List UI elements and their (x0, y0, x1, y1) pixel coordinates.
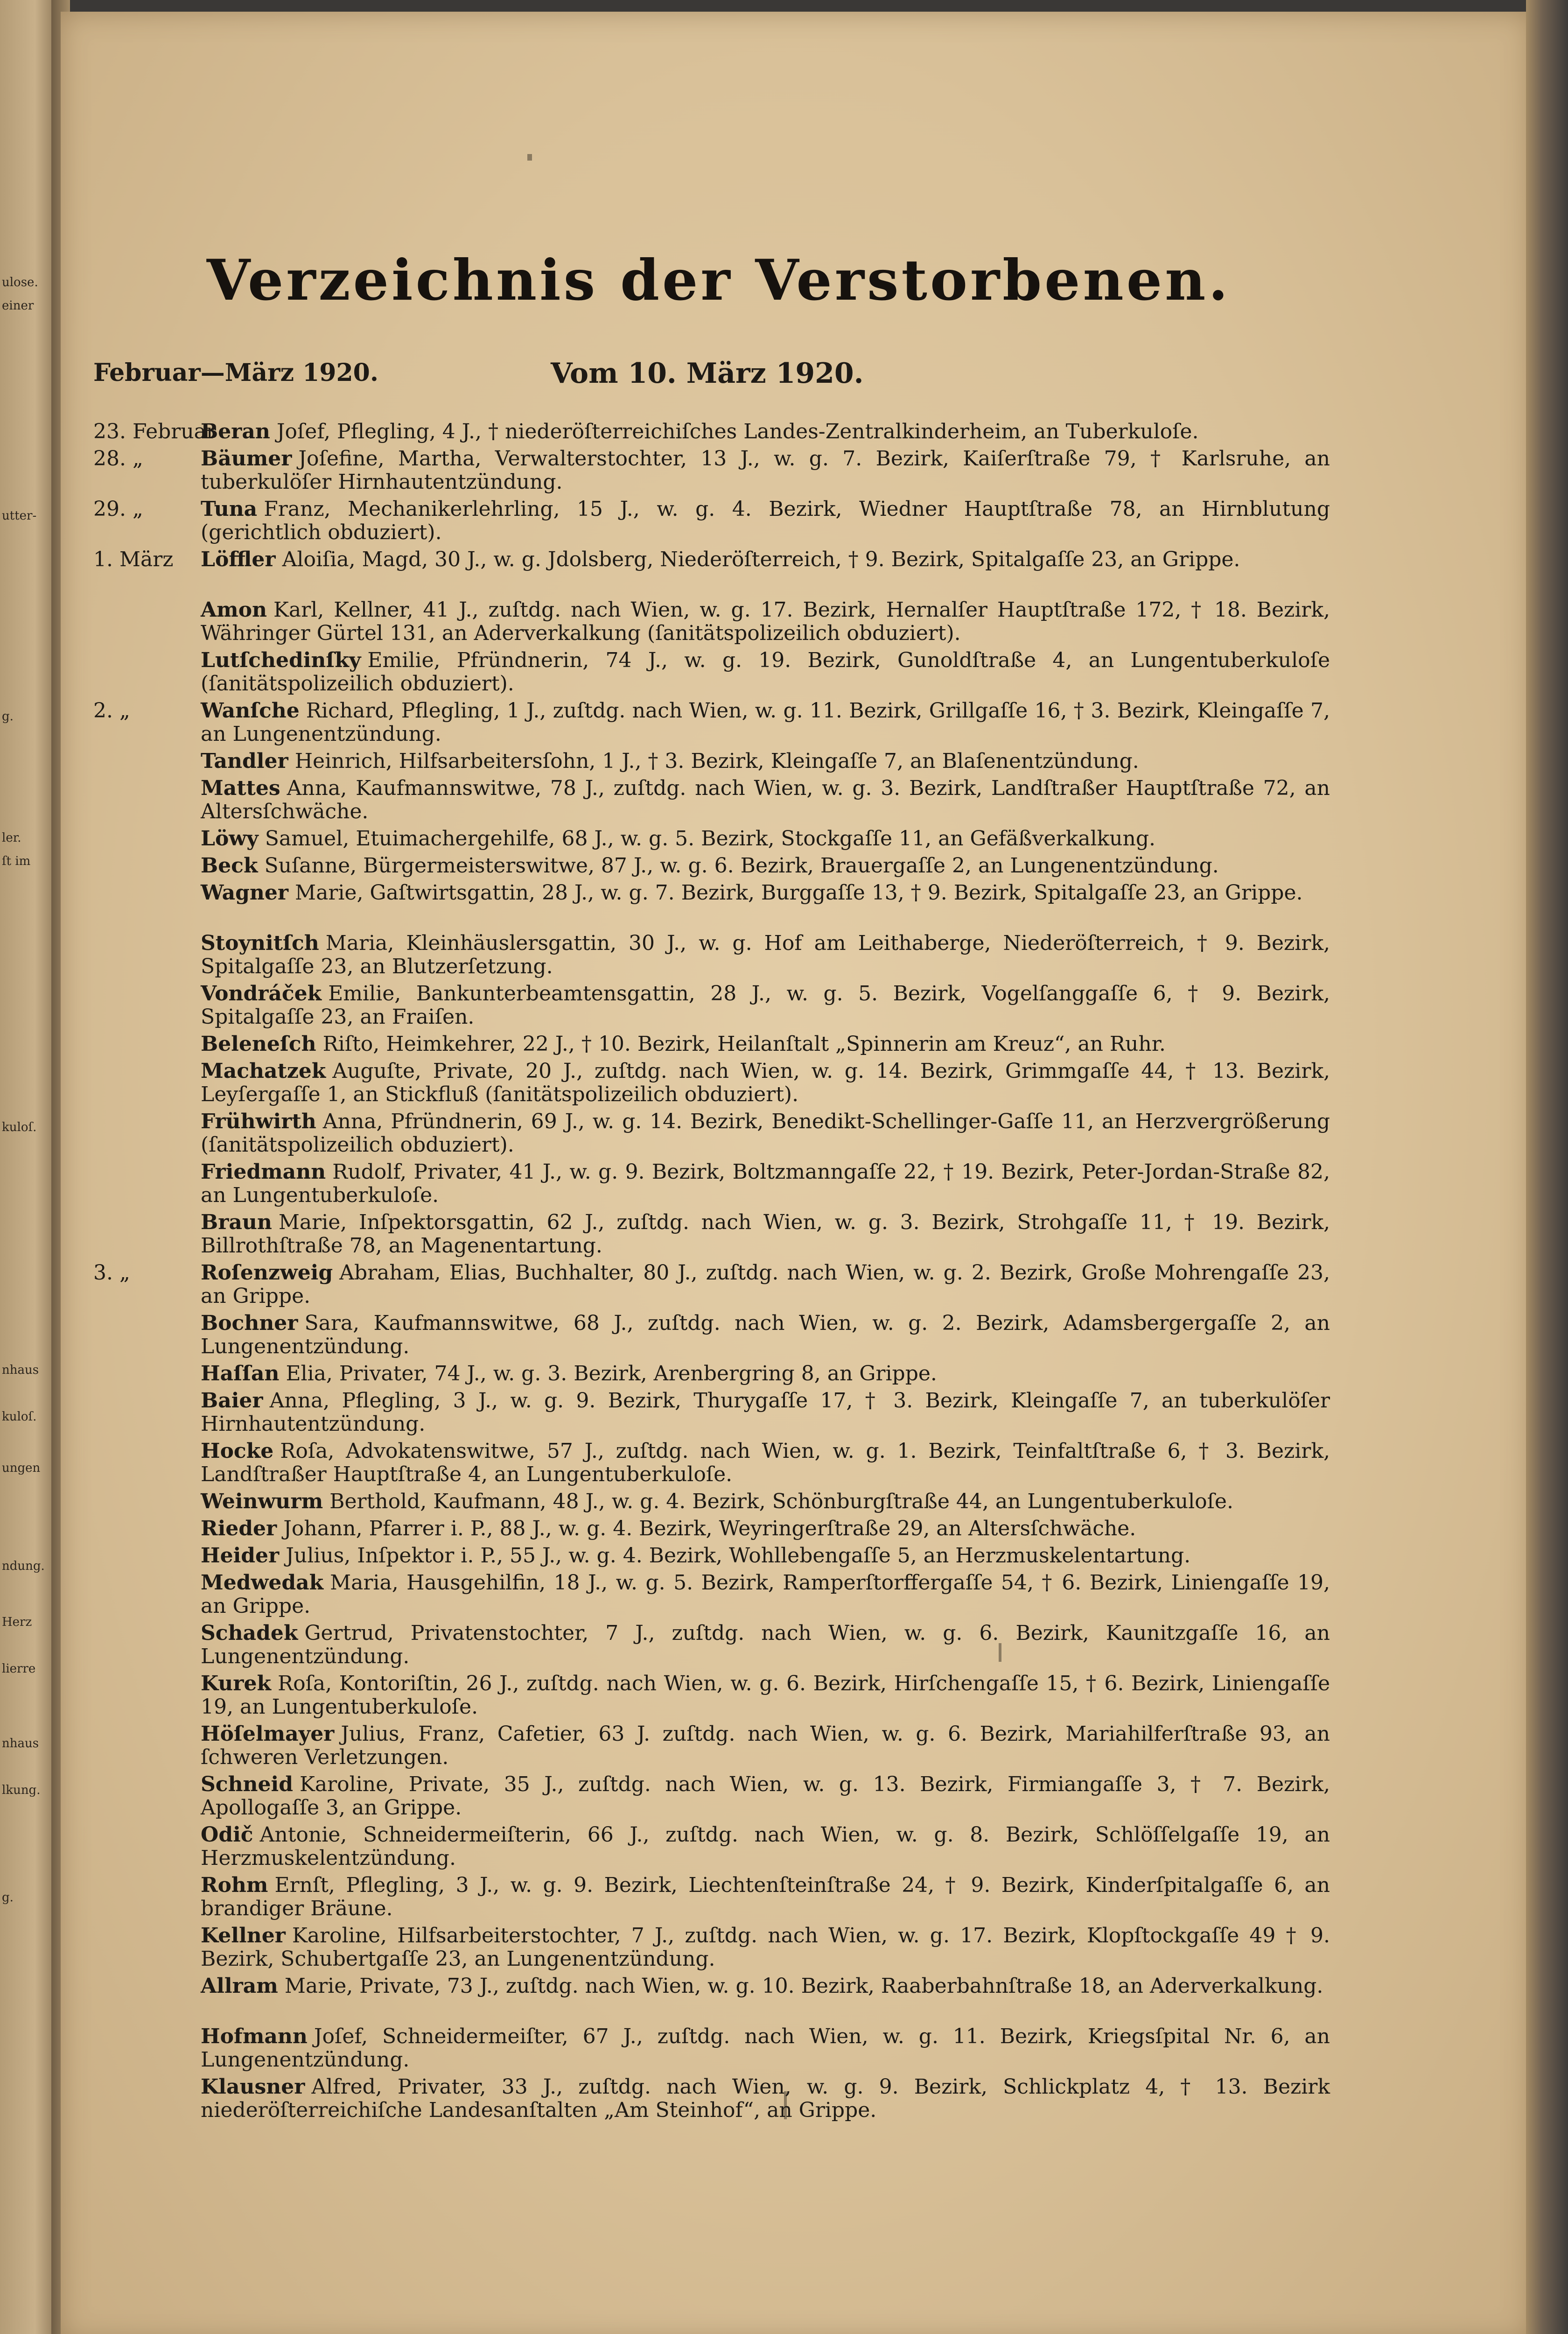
entry-body (201, 1490, 1330, 1513)
entry-surname: Kellner (201, 1924, 286, 1947)
entry-text: Richard, Pflegling, 1 J., zuſtdg. nach Wien, w. g. 11. Bezirk, Grillgaſſe 16, † 3. Bezirk, Kleingaſſe 7, an Lungenentzündung. (201, 699, 1330, 746)
margin-fragment: ulose. (2, 275, 38, 289)
entry-body (201, 1389, 1330, 1436)
entry-body (201, 777, 1330, 823)
entry-surname: Amon (201, 598, 267, 622)
entry-body (201, 1160, 1330, 1207)
margin-fragment: nhaus (2, 1363, 39, 1377)
margin-fragment: einer (2, 299, 34, 313)
entry-text: Rudolf, Privater, 41 J., w. g. 9. Bezirk, Boltzmanngaſſe 22, † 19. Bezirk, Peter-Jordan-Straße 82, an Lungentuberkuloſe. (201, 1160, 1330, 1207)
adjacent-page-edge (0, 0, 58, 2334)
entry-body (201, 1517, 1330, 1540)
entry-surname: Kurek (201, 1672, 271, 1695)
margin-fragment: kuloſ. (2, 1410, 37, 1424)
entry-surname: Braun (201, 1210, 272, 1234)
entry-text: Abraham, Elias, Buchhalter, 80 J., zuſtdg. nach Wien, w. g. 2. Bezirk, Große Mohrengaſſe 23, an Grippe. (201, 1261, 1330, 1308)
entry-surname: Beleneſch (201, 1032, 316, 1056)
entry-body (201, 1060, 1330, 1106)
entry-body (201, 1924, 1330, 1971)
entry-surname: Wagner (201, 881, 289, 905)
entry-text: Marie, Inſpektorsgattin, 62 J., zuſtdg. nach Wien, w. g. 3. Bezirk, Strohgaſſe 11, † 19. Bezirk, Billrothſtraße 78, an Magenentartung. (201, 1210, 1330, 1258)
entry-surname: Höſelmayer (201, 1722, 335, 1746)
entry-surname: Schneid (201, 1772, 294, 1796)
entry-text: Joſef, Schneidermeiſter, 67 J., zuſtdg. nach Wien, w. g. 11. Bezirk, Kriegsſpital Nr. 6, an Lungenentzündung. (201, 2025, 1330, 2072)
entry-surname: Heider (201, 1544, 280, 1568)
entry-text: Samuel, Etuimachergehilfe, 68 J., w. g. 5. Bezirk, Stockgaſſe 11, an Gefäßverkalkung. (265, 827, 1156, 851)
margin-fragment: ungen (2, 1461, 41, 1475)
entry-text: Antonie, Schneidermeiſterin, 66 J., zuſtdg. nach Wien, w. g. 8. Bezirk, Schlöſſelgaſſe 19, an Herzmuskelentzündung. (201, 1823, 1330, 1870)
entry-text: Anna, Pflegling, 3 J., w. g. 9. Bezirk, Thurygaſſe 17, † 3. Bezirk, Kleingaſſe 7, an tuberkulöſer Hirnhautentzündung. (201, 1389, 1330, 1436)
entry-surname: Tuna (201, 497, 258, 521)
entry-text: Heinrich, Hilfsarbeitersſohn, 1 J., † 3. Bezirk, Kleingaſſe 7, an Blaſenentzündung. (294, 749, 1139, 773)
entry-date: 29. „ (93, 497, 143, 521)
entry-surname: Löffler (201, 548, 276, 571)
entry-text: Joſef, Pflegling, 4 J., † niederöſterreichiſches Landes-Zentralkinderheim, an Tuberkuloſe. (276, 420, 1199, 443)
entry-body (201, 932, 1330, 978)
entry-surname: Tandler (201, 749, 288, 773)
entry-text: Aloiſia, Magd, 30 J., w. g. Jdolsberg, Niederöſterreich, † 9. Bezirk, Spitalgaſſe 23, an Grippe. (282, 548, 1240, 571)
entry-surname: Odič (201, 1823, 253, 1847)
entry-surname: Machatzek (201, 1059, 326, 1083)
entry-surname: Vondráček (201, 982, 322, 1005)
entry-body (201, 1874, 1330, 1920)
entry-text: Emilie, Pfründnerin, 74 J., w. g. 19. Bezirk, Gunoldſtraße 4, an Lungentuberkuloſe (ſanitätspolizeilich obduziert). (201, 648, 1330, 696)
entry-surname: Hocke (201, 1439, 274, 1463)
margin-fragment: ndung. (2, 1559, 45, 1573)
issue-date: Vom 10. März 1920. (551, 357, 864, 390)
entry-body (201, 1722, 1330, 1769)
entry-text: Joſefine, Martha, Verwalterstochter, 13 J., w. g. 7. Bezirk, Kaiſerſtraße 79, † Karlsruhe, an tuberkulöſer Hirnhautentzündung. (201, 447, 1330, 494)
entry-text: Anna, Pfründnerin, 69 J., w. g. 14. Bezirk, Benedikt-Schellinger-Gaſſe 11, an Herzvergrößerung (ſanitätspolizeilich obduziert). (201, 1110, 1330, 1157)
entry-date: 1. März (93, 548, 174, 571)
entry-body (201, 750, 1330, 773)
entry-body (201, 420, 1330, 443)
entry-text: Karoline, Private, 35 J., zuſtdg. nach Wien, w. g. 13. Bezirk, Firmiangaſſe 3, † 7. Bezirk, Apollogaſſe 3, an Grippe. (201, 1772, 1330, 1820)
margin-fragment: lkung. (2, 1783, 41, 1797)
entry-body (201, 1975, 1330, 1998)
entry-text: Julius, Inſpektor i. P., 55 J., w. g. 4. Bezirk, Wohllebengaſſe 5, an Herzmuskelentartung. (286, 1544, 1191, 1568)
entry-surname: Lutſchedinſky (201, 648, 361, 672)
entry-text: Franz, Mechanikerlehrling, 15 J., w. g. 4. Bezirk, Wiedner Hauptſtraße 78, an Hirnblutung (gerichtlich obduziert). (201, 497, 1330, 544)
entry-body (201, 2075, 1330, 2122)
entry-body (201, 827, 1330, 851)
entry-text: Alfred, Privater, 33 J., zuſtdg. nach Wien, w. g. 9. Bezirk, Schlickplatz 4, † 13. Bezirk niederöſterreichiſche Landesanſtalten „Am Steinhof“, an Grippe. (201, 2075, 1330, 2122)
margin-fragment: lierre (2, 1662, 36, 1676)
entry-text: Sara, Kaufmannswitwe, 68 J., zuſtdg. nach Wien, w. g. 2. Bezirk, Adamsbergergaſſe 2, an Lungenentzündung. (201, 1311, 1330, 1358)
entry-body (201, 1211, 1330, 1258)
entry-text: Emilie, Bankunterbeamtensgattin, 28 J., w. g. 5. Bezirk, Vogelſanggaſſe 6, † 9. Bezirk, Spitalgaſſe 23, an Fraiſen. (201, 982, 1330, 1029)
entry-body (201, 1440, 1330, 1486)
entry-text: Maria, Kleinhäuslersgattin, 30 J., w. g. Hof am Leithaberge, Niederöſterreich, † 9. Bezirk, Spitalgaſſe 23, an Blutzerſetzung. (201, 931, 1330, 978)
margin-fragment: kuloſ. (2, 1120, 37, 1134)
entry-text: Berthold, Kaufmann, 48 J., w. g. 4. Bezirk, Schönburgſtraße 44, an Lungentuberkuloſe. (329, 1490, 1233, 1513)
entry-body (201, 1033, 1330, 1056)
entry-surname: Bochner (201, 1311, 298, 1335)
entry-text: Suſanne, Bürgermeisterswitwe, 87 J., w. g. 6. Bezirk, Brauergaſſe 2, an Lungenentzündung. (264, 854, 1219, 878)
entry-body (201, 1622, 1330, 1668)
entry-body (201, 548, 1330, 571)
entry-text: Marie, Private, 73 J., zuſtdg. nach Wien, w. g. 10. Bezirk, Raaberbahnſtraße 18, an Aderverkalkung. (284, 1974, 1323, 1998)
entry-surname: Roſenzweig (201, 1261, 333, 1285)
entry-text: Roſa, Kontoriſtin, 26 J., zuſtdg. nach Wien, w. g. 6. Bezirk, Hirſchengaſſe 15, † 6. Bezirk, Liniengaſſe 19, an Lungentuberkuloſe. (201, 1672, 1330, 1719)
entry-surname: Bäumer (201, 447, 292, 471)
entry-surname: Frühwirth (201, 1110, 316, 1133)
margin-fragment: g. (2, 710, 14, 724)
entry-surname: Friedmann (201, 1160, 326, 1184)
margin-fragment: ſt im (2, 854, 31, 868)
entry-body (201, 2025, 1330, 2072)
entry-surname: Mattes (201, 776, 280, 800)
entry-surname: Rieder (201, 1517, 277, 1540)
entry-body (201, 498, 1330, 544)
entry-text: Auguſte, Private, 20 J., zuſtdg. nach Wien, w. g. 14. Bezirk, Grimmgaſſe 44, † 13. Bezirk, Leyſergaſſe 1, an Stickfluß (ſanitätspolizeilich obduziert). (201, 1059, 1330, 1106)
entry-body (201, 982, 1330, 1029)
margin-fragment: Herz (2, 1615, 32, 1629)
entry-date: 23. Februar (93, 420, 216, 443)
entry-surname: Haſſan (201, 1362, 280, 1385)
entry-body (201, 881, 1330, 905)
entry-body (201, 598, 1330, 645)
entry-surname: Rohm (201, 1873, 268, 1897)
entry-body (201, 649, 1330, 696)
margin-fragment: nhaus (2, 1736, 39, 1750)
entry-body (201, 1571, 1330, 1618)
entry-text: Roſa, Advokatenswitwe, 57 J., zuſtdg. nach Wien, w. g. 1. Bezirk, Teinfaltſtraße 6, † 3. Bezirk, Landſtraßer Hauptſtraße 4, an Lungentuberkuloſe. (201, 1439, 1330, 1486)
entry-body (201, 1672, 1330, 1719)
entry-text: Maria, Hausgehilfin, 18 J., w. g. 5. Bezirk, Ramperſtorffergaſſe 54, † 6. Bezirk, Liniengaſſe 19, an Grippe. (201, 1571, 1330, 1618)
entry-date: 28. „ (93, 447, 143, 471)
entry-body (201, 854, 1330, 878)
entry-body (201, 447, 1330, 494)
entry-body (201, 1312, 1330, 1358)
margin-fragment: ler. (2, 831, 21, 845)
entry-text: Ernſt, Pflegling, 3 J., w. g. 9. Bezirk, Liechtenſteinſtraße 24, † 9. Bezirk, Kinderſpitalgaſſe 6, an brandiger Bräune. (201, 1873, 1330, 1920)
period-label: Februar—März 1920. (93, 359, 378, 387)
page-title: Verzeichnis der Verstorbenen. (206, 247, 1231, 313)
page-stack-edge (1526, 0, 1568, 2334)
entry-text: Elia, Privater, 74 J., w. g. 3. Bezirk, Arenbergring 8, an Grippe. (286, 1362, 937, 1385)
entry-body (201, 699, 1330, 746)
ink-speck (527, 154, 532, 161)
margin-fragment: g. (2, 1891, 14, 1905)
entry-surname: Baier (201, 1389, 263, 1413)
entry-text: Johann, Pfarrer i. P., 88 J., w. g. 4. Bezirk, Weyringerſtraße 29, an Altersſchwäche. (283, 1517, 1136, 1540)
entry-body (201, 1773, 1330, 1820)
entry-body (201, 1823, 1330, 1870)
entry-surname: Hofmann (201, 2025, 308, 2048)
entry-body (201, 1544, 1330, 1568)
entry-text: Riſto, Heimkehrer, 22 J., † 10. Bezirk, Heilanſtalt „Spinnerin am Kreuz“, an Ruhr. (322, 1032, 1166, 1056)
entry-surname: Schadek (201, 1621, 298, 1645)
entry-surname: Stoynitſch (201, 931, 319, 955)
entry-surname: Beck (201, 854, 258, 878)
entry-surname: Klausner (201, 2075, 305, 2099)
entry-body (201, 1110, 1330, 1157)
entry-text: Julius, Franz, Cafetier, 63 J. zuſtdg. nach Wien, w. g. 6. Bezirk, Mariahilferſtraße 93, an ſchweren Verletzungen. (201, 1722, 1330, 1769)
entry-surname: Wanſche (201, 699, 300, 723)
margin-fragment: utter- (2, 509, 37, 523)
entry-surname: Löwy (201, 827, 259, 851)
entry-surname: Allram (201, 1974, 278, 1998)
entry-text: Marie, Gaſtwirtsgattin, 28 J., w. g. 7. Bezirk, Burggaſſe 13, † 9. Bezirk, Spitalgaſſe 23, an Grippe. (295, 881, 1303, 905)
entry-surname: Beran (201, 420, 270, 443)
entry-date: 2. „ (93, 699, 130, 723)
entry-body (201, 1362, 1330, 1385)
entry-text: Anna, Kaufmannswitwe, 78 J., zuſtdg. nach Wien, w. g. 3. Bezirk, Landſtraßer Hauptſtraße 72, an Altersſchwäche. (201, 776, 1330, 823)
entry-text: Gertrud, Privatenstochter, 7 J., zuſtdg. nach Wien, w. g. 6. Bezirk, Kaunitzgaſſe 16, an Lungenentzündung. (201, 1621, 1330, 1668)
entry-surname: Weinwurm (201, 1490, 323, 1513)
entry-date: 3. „ (93, 1261, 130, 1285)
entry-body (201, 1261, 1330, 1308)
entry-text: Karl, Kellner, 41 J., zuſtdg. nach Wien, w. g. 17. Bezirk, Hernalſer Hauptſtraße 172, † 18. Bezirk, Währinger Gürtel 131, an Aderverkalkung (ſanitätspolizeilich obduziert). (201, 598, 1330, 645)
entry-text: Karoline, Hilfsarbeiterstochter, 7 J., zuſtdg. nach Wien, w. g. 17. Bezirk, Klopſtockgaſſe 49 † 9. Bezirk, Schubertgaſſe 23, an Lungenentzündung. (201, 1924, 1330, 1971)
entry-surname: Medwedak (201, 1571, 324, 1595)
